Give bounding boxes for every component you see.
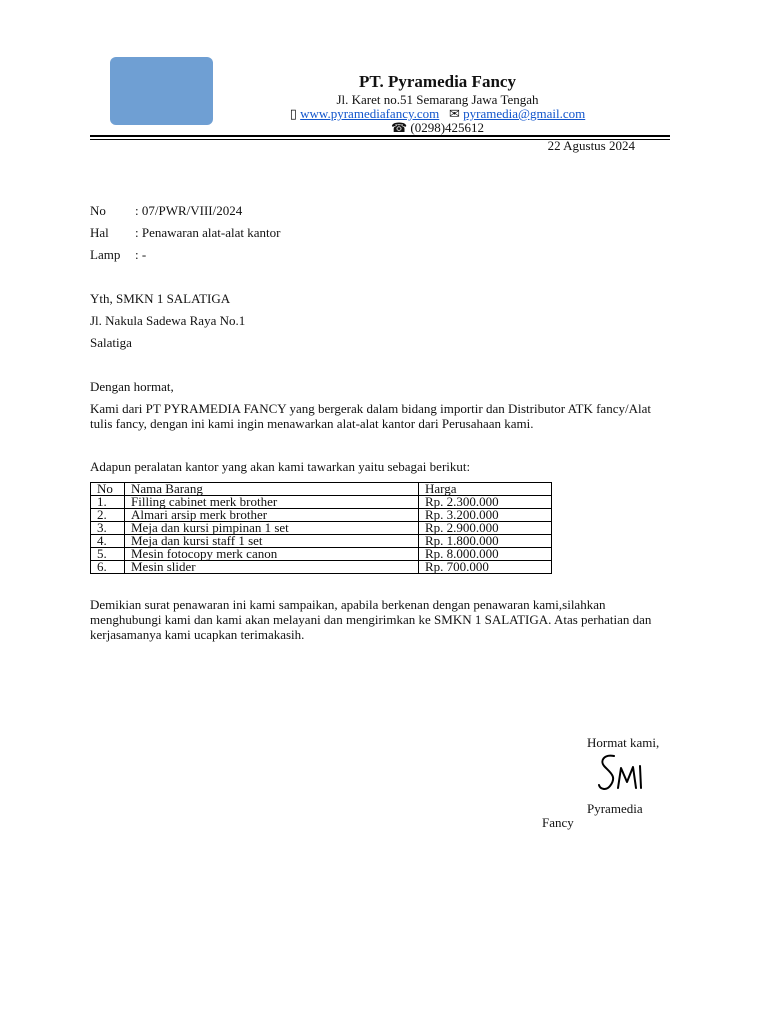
row-number: 6. [91, 561, 125, 574]
row-item: Almari arsip merk brother [125, 509, 419, 522]
company-phone: (0298)425612 [410, 120, 485, 135]
signature-image [596, 752, 650, 796]
sender-name-line2: Fancy [542, 815, 574, 830]
row-item: Meja dan kursi staff 1 set [125, 535, 419, 548]
table-row [91, 561, 552, 574]
hal-label: Hal [90, 225, 109, 240]
company-phone-line [200, 120, 675, 136]
row-price: Rp. 8.000.000 [419, 548, 552, 561]
header-price: Harga [419, 483, 552, 496]
closing-salutation: Hormat kami, [587, 735, 660, 750]
letter-number [90, 203, 242, 219]
header-item: Nama Barang [125, 483, 419, 496]
lamp-label: Lamp [90, 247, 121, 262]
telephone-icon: ☎ [390, 120, 408, 135]
row-number: 5. [91, 548, 125, 561]
lamp-value: : - [135, 247, 147, 262]
no-value: : 07/PWR/VIII/2024 [135, 203, 243, 218]
row-price: Rp. 3.200.000 [419, 509, 552, 522]
row-item: Meja dan kursi pimpinan 1 set [125, 522, 419, 535]
company-name: PT. Pyramedia Fancy [359, 72, 516, 91]
letter-date: 22 Agustus 2024 [547, 138, 635, 153]
closing-paragraph: Demikian surat penawaran ini kami sampaikan, apabila berkenan dengan penawaran kami,silahkan menghubungi kami dan kami akan melayani dan mengirimkan ke SMKN 1 SALATIGA. Atas perhatian dan kerjasamanya kami ucapkan terimakasih. [90, 597, 652, 642]
row-price: Rp. 2.900.000 [419, 522, 552, 535]
row-price: Rp. 1.800.000 [419, 535, 552, 548]
row-item: Mesin slider [125, 561, 419, 574]
offer-table [90, 482, 552, 574]
globe-icon: ▯ [289, 106, 297, 121]
letter-attachment [90, 247, 146, 263]
row-item: Mesin fotocopy merk canon [125, 548, 419, 561]
website-link[interactable]: www.pyramediafancy.com [300, 106, 440, 121]
email-link[interactable]: pyramedia@gmail.com [463, 106, 586, 121]
row-number: 3. [91, 522, 125, 535]
header-no: No [91, 483, 125, 496]
hal-value: : Penawaran alat-alat kantor [135, 225, 281, 240]
recipient-city: Salatiga [90, 335, 132, 350]
row-number: 1. [91, 496, 125, 509]
letterhead-divider [90, 135, 670, 137]
envelope-icon: ✉ [449, 106, 460, 121]
company-logo [110, 57, 213, 125]
no-label: No [90, 203, 106, 218]
row-item: Filling cabinet merk brother [125, 496, 419, 509]
row-price: Rp. 2.300.000 [419, 496, 552, 509]
list-intro: Adapun peralatan kantor yang akan kami tawarkan yaitu sebagai berikut: [90, 459, 471, 474]
sender-name-line1: Pyramedia [587, 801, 643, 816]
row-number: 2. [91, 509, 125, 522]
intro-paragraph: Kami dari PT PYRAMEDIA FANCY yang bergerak dalam bidang importir dan Distributor ATK fancy/Alat tulis fancy, dengan ini kami ingin menawarkan alat-alat kantor dari Perusahaan kami. [90, 401, 651, 431]
recipient-name: Yth, SMKN 1 SALATIGA [90, 291, 231, 306]
recipient-address: Jl. Nakula Sadewa Raya No.1 [90, 313, 246, 328]
row-price: Rp. 700.000 [419, 561, 552, 574]
row-number: 4. [91, 535, 125, 548]
company-address: Jl. Karet no.51 Semarang Jawa Tengah [336, 92, 539, 107]
letter-subject [90, 225, 280, 241]
greeting: Dengan hormat, [90, 379, 174, 394]
